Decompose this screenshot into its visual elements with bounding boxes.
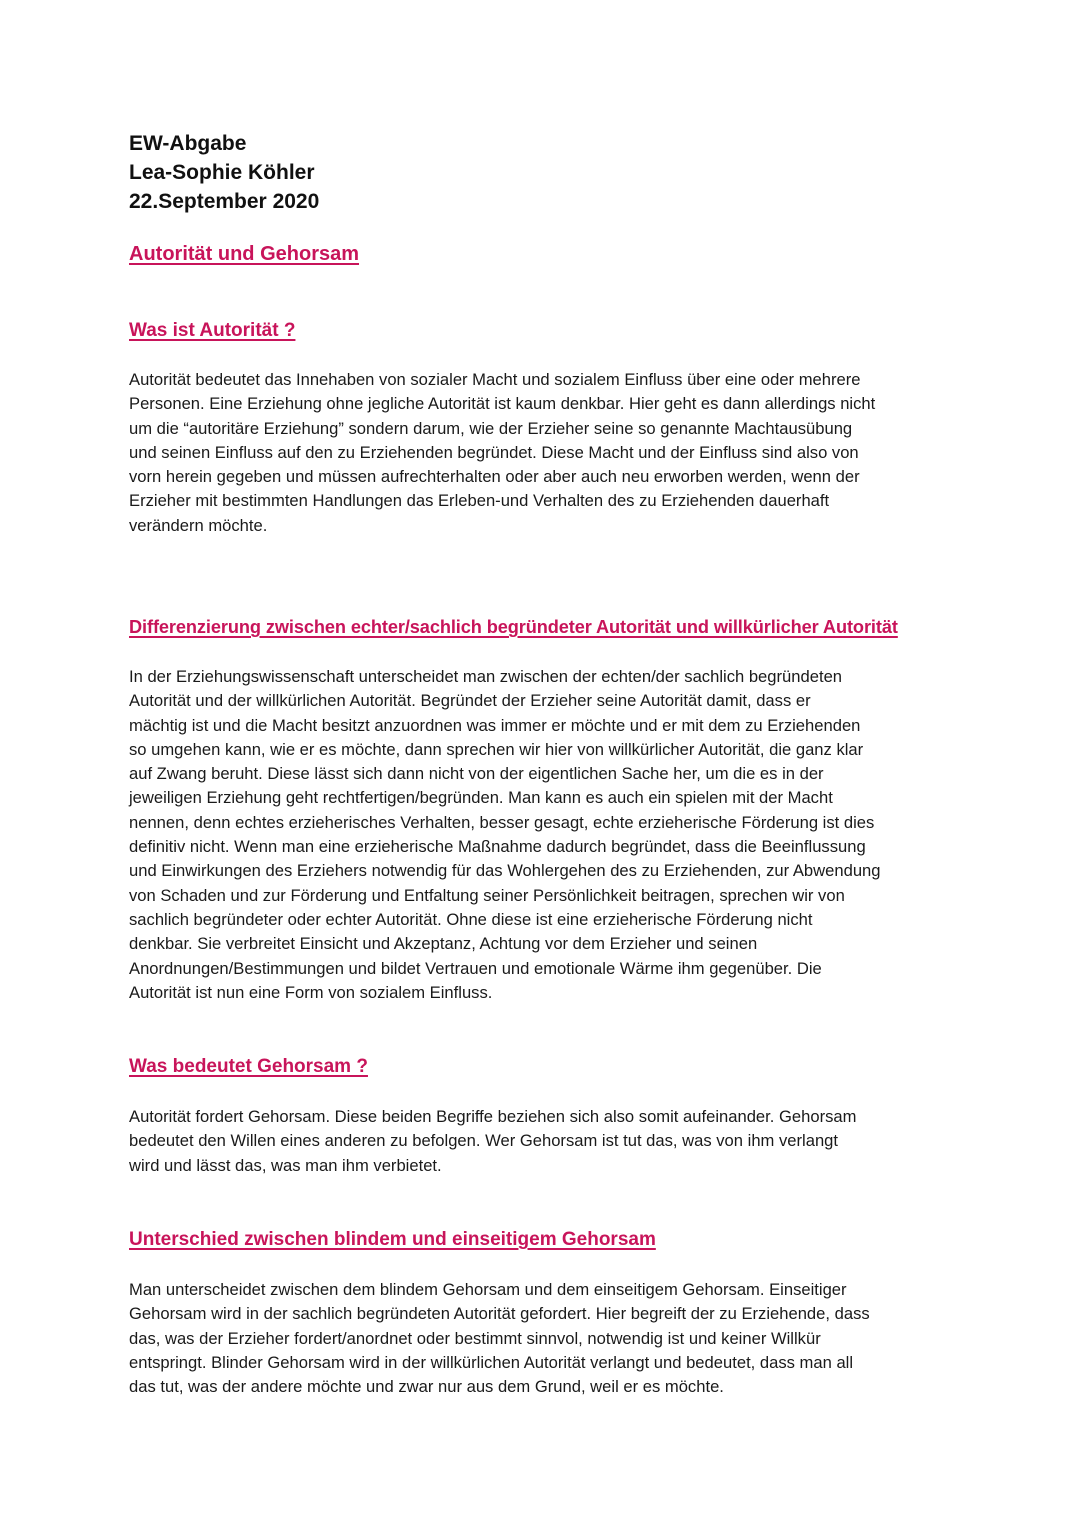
paragraph-line: Autorität ist nun eine Form von sozialem Einfluss. bbox=[129, 982, 493, 1002]
paragraph-line: sachlich begründeter oder echter Autorität. Ohne diese ist eine erzieherische Förderung nicht bbox=[129, 909, 813, 929]
paragraph-line: bedeutet den Willen eines anderen zu befolgen. Wer Gehorsam ist tut das, was von ihm verlangt bbox=[129, 1131, 839, 1151]
section-heading-gehorsam: Was bedeutet Gehorsam ? bbox=[129, 1056, 368, 1077]
paragraph-line: das tut, was der andere möchte und zwar nur aus dem Grund, weil er es möchte. bbox=[129, 1377, 724, 1397]
document-title: Autorität und Gehorsam bbox=[129, 243, 360, 265]
paragraph-line: das, was der Erzieher fordert/anordnet oder bestimmt sinnvol, notwendig ist und keiner Willkür bbox=[129, 1328, 821, 1348]
paragraph-line: vorn herein gegeben und müssen aufrechterhalten oder aber auch neu erworben werden, wenn der bbox=[129, 467, 860, 487]
document-date: 22.September 2020 bbox=[129, 190, 320, 213]
paragraph-line: Personen. Eine Erziehung ohne jegliche Autorität ist kaum denkbar. Hier geht es dann allerdings nicht bbox=[129, 394, 876, 414]
assignment-label: EW-Abgabe bbox=[129, 132, 247, 155]
section-heading-blind-einseitig: Unterschied zwischen blindem und einseitigem Gehorsam bbox=[129, 1229, 656, 1250]
section-paragraph-differenzierung bbox=[129, 665, 959, 1005]
paragraph-line: um die “autoritäre Erziehung” sondern darum, wie der Erzieher seine so genannte Machtausübung bbox=[129, 418, 853, 438]
paragraph-line: und Einwirkungen des Erziehers notwendig für das Wohlergehen des zu Erziehenden, zur Abwendung bbox=[129, 861, 881, 881]
paragraph-line: jeweiligen Erziehung geht rechtfertigen/begründen. Man kann es auch ein spielen mit der Macht bbox=[129, 788, 833, 808]
paragraph-line: wird und lässt das, was man ihm verbietet. bbox=[129, 1155, 442, 1175]
paragraph-line: In der Erziehungswissenschaft unterscheidet man zwischen der echten/der sachlich begründeten bbox=[129, 667, 843, 686]
paragraph-line: Anordnungen/Bestimmungen und bildet Vertrauen und emotionale Wärme ihm gegenüber. Die bbox=[129, 958, 822, 978]
paragraph-line: Erzieher mit bestimmten Handlungen das Erleben-und Verhalten des zu Erziehenden dauerhaft bbox=[129, 491, 830, 511]
section-paragraph-autoritaet bbox=[129, 368, 959, 538]
document-header bbox=[129, 129, 319, 216]
paragraph-line: von Schaden und zur Förderung und Entfaltung seiner Persönlichkeit beitragen, sprechen wir von bbox=[129, 885, 845, 905]
paragraph-line: Autorität fordert Gehorsam. Diese beiden Begriffe beziehen sich also somit aufeinander. Gehorsam bbox=[129, 1107, 857, 1126]
paragraph-line: Autorität bedeutet das Innehaben von sozialer Macht und sozialem Einfluss über eine oder mehrere bbox=[129, 370, 861, 389]
section-heading-differenzierung: Differenzierung zwischen echter/sachlich begründeter Autorität und willkürlicher Autorität bbox=[129, 617, 898, 637]
paragraph-line: mächtig ist und die Macht besitzt anzuordnen was immer er möchte und er mit dem zu Erziehenden bbox=[129, 715, 861, 735]
paragraph-line: entspringt. Blinder Gehorsam wird in der willkürlichen Autorität verlangt und bedeutet, dass man all bbox=[129, 1352, 854, 1372]
section-paragraph-gehorsam bbox=[129, 1105, 959, 1178]
section-paragraph-blind-einseitig bbox=[129, 1278, 959, 1399]
paragraph-line: denkbar. Sie verbreitet Einsicht und Akzeptanz, Achtung vor dem Erzieher und seinen bbox=[129, 934, 758, 954]
paragraph-line: Gehorsam wird in der sachlich begründeten Autorität gefordert. Hier begreift der zu Erziehende, dass bbox=[129, 1304, 870, 1324]
paragraph-line: auf Zwang beruht. Diese lässt sich dann nicht von der eigentlichen Sache her, um die es in der bbox=[129, 764, 824, 784]
paragraph-line: so umgehen kann, wie er es möchte, dann sprechen wir hier von willkürlicher Autorität, die ganz klar bbox=[129, 739, 864, 759]
paragraph-line: Man unterscheidet zwischen dem blindem Gehorsam und dem einseitigem Gehorsam. Einseitiger bbox=[129, 1280, 847, 1299]
paragraph-line: verändern möchte. bbox=[129, 515, 268, 535]
paragraph-line: definitiv nicht. Wenn man eine erzieherische Maßnahme dadurch begründet, dass die Beeinflussung bbox=[129, 837, 866, 857]
section-heading-was-ist-autoritaet: Was ist Autorität ? bbox=[129, 320, 296, 341]
author-name: Lea-Sophie Köhler bbox=[129, 161, 315, 184]
paragraph-line: und seinen Einfluss auf den zu Erziehenden begründet. Diese Macht und der Einfluss sind also von bbox=[129, 442, 859, 462]
paragraph-line: nennen, denn echtes erzieherisches Verhalten, besser gesagt, echte erzieherische Förderung ist dies bbox=[129, 812, 875, 832]
paragraph-line: Autorität und der willkürlichen Autorität. Begründet der Erzieher seine Autorität damit, dass er bbox=[129, 691, 811, 711]
